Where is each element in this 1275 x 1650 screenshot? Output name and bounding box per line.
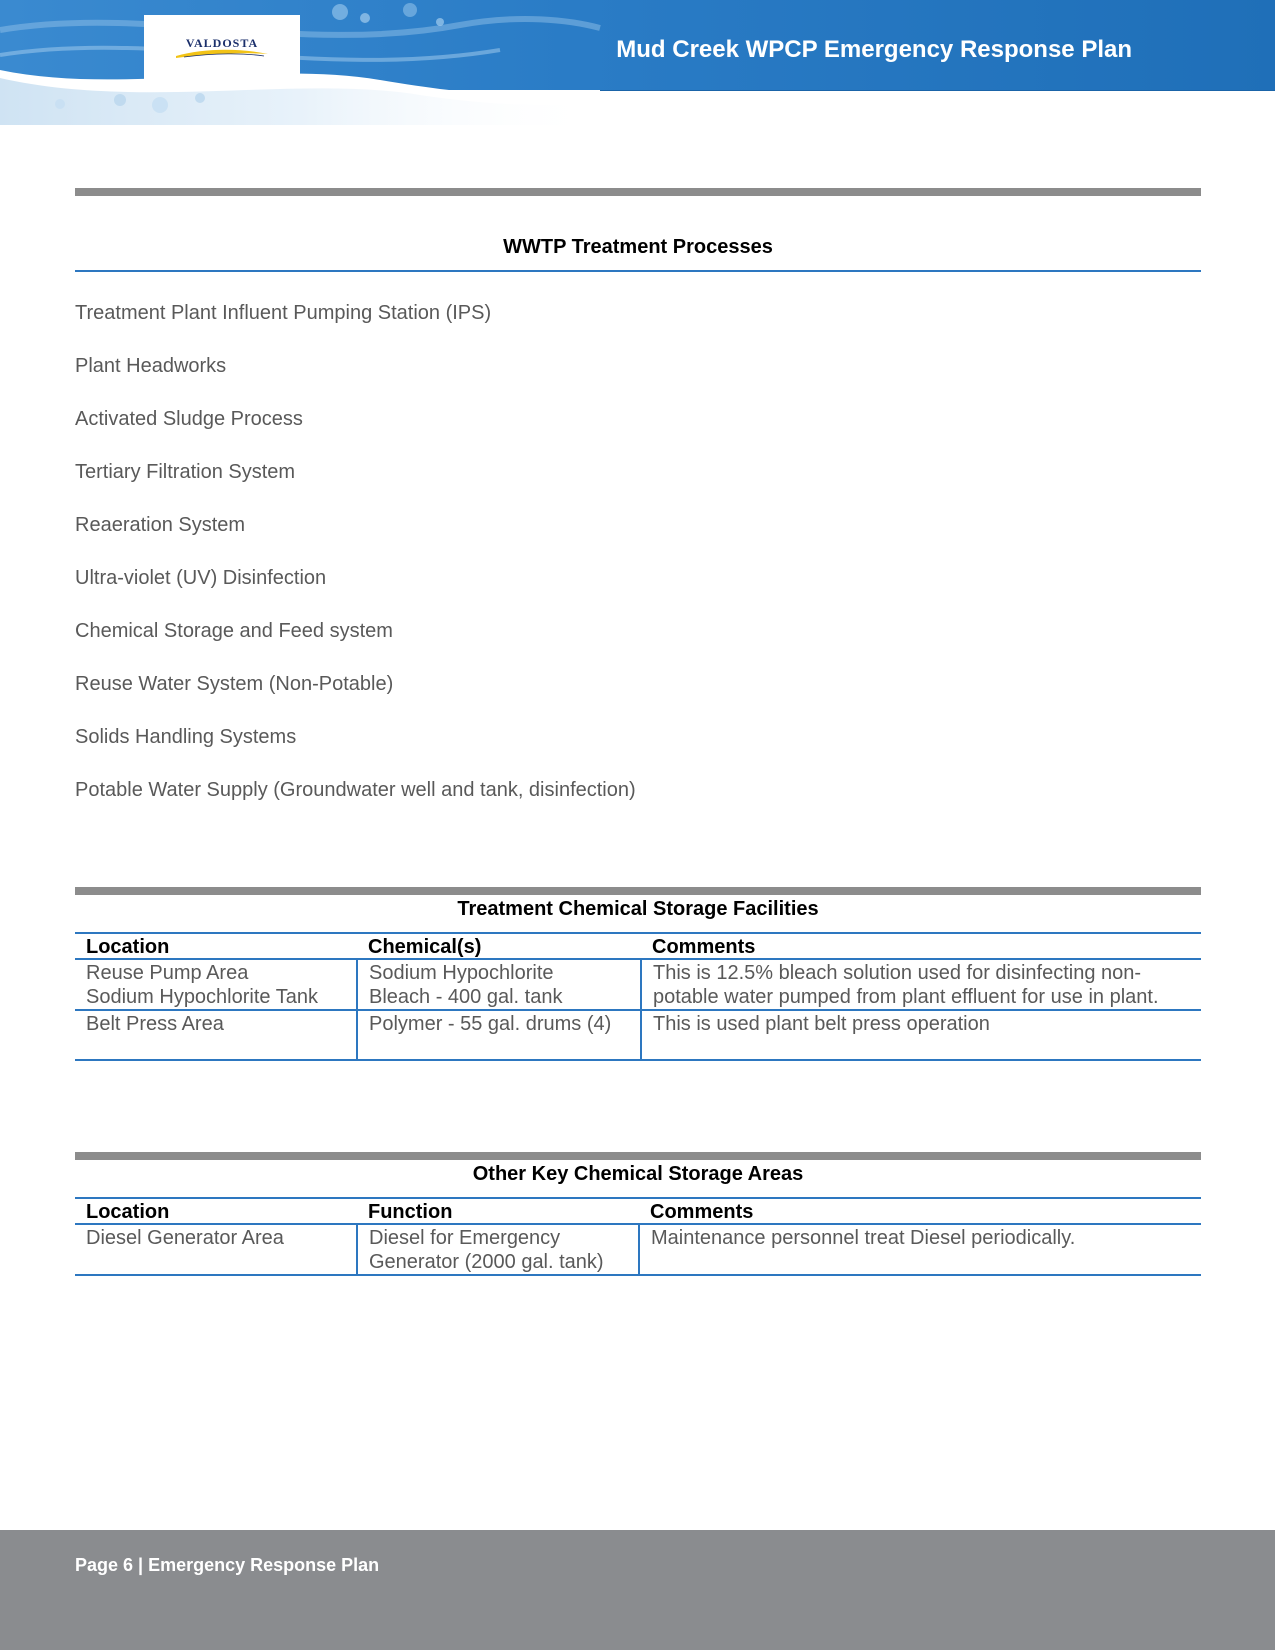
page-footer bbox=[0, 1530, 1275, 1650]
cell-line: Polymer - 55 gal. drums (4) bbox=[369, 1013, 612, 1035]
logo-wordmark: VALDOSTA bbox=[185, 36, 259, 50]
table-header-row bbox=[75, 1198, 1201, 1224]
title-underline bbox=[75, 270, 1201, 272]
list-item: Plant Headworks bbox=[75, 355, 227, 377]
list-item: Ultra-violet (UV) Disinfection bbox=[75, 567, 327, 589]
list-item: Reaeration System bbox=[75, 514, 246, 536]
list-item: Reuse Water System (Non-Potable) bbox=[75, 673, 394, 695]
cell-line: Bleach - 400 gal. tank bbox=[369, 986, 563, 1008]
valdosta-logo bbox=[144, 15, 300, 83]
section-divider bbox=[75, 1152, 1201, 1160]
cell-line: Belt Press Area bbox=[86, 1013, 224, 1035]
other-storage-table bbox=[75, 1197, 1201, 1276]
page-header bbox=[0, 0, 1275, 125]
list-item: Potable Water Supply (Groundwater well and tank, disinfection) bbox=[75, 779, 636, 801]
cell-line: Sodium Hypochlorite bbox=[369, 962, 554, 984]
other-storage-title: Other Key Chemical Storage Areas bbox=[472, 1163, 804, 1185]
column-header: Chemical(s) bbox=[357, 933, 641, 959]
column-header: Location bbox=[75, 933, 357, 959]
document-title: Mud Creek WPCP Emergency Response Plan bbox=[616, 36, 1132, 63]
page-number-label: Page 6 | Emergency Response Plan bbox=[75, 1555, 380, 1575]
table-cell bbox=[357, 959, 641, 1010]
cell-line: Reuse Pump Area bbox=[86, 962, 249, 984]
chem-storage-table bbox=[75, 932, 1201, 1061]
column-header: Location bbox=[75, 1198, 357, 1224]
list-item: Chemical Storage and Feed system bbox=[75, 620, 393, 642]
table-row bbox=[75, 1010, 1201, 1060]
table-cell bbox=[75, 959, 357, 1010]
column-header: Function bbox=[357, 1198, 639, 1224]
table-cell bbox=[75, 1224, 357, 1275]
list-item: Solids Handling Systems bbox=[75, 726, 297, 748]
cell-line: This is used plant belt press operation bbox=[653, 1013, 990, 1035]
table-cell bbox=[639, 1224, 1201, 1275]
section-divider bbox=[75, 887, 1201, 895]
table-row bbox=[75, 1224, 1201, 1275]
table-cell bbox=[641, 1010, 1201, 1060]
table-cell bbox=[357, 1224, 639, 1275]
cell-line: Diesel for Emergency bbox=[369, 1227, 561, 1249]
table-row bbox=[75, 959, 1201, 1010]
column-header: Comments bbox=[641, 933, 1201, 959]
section-divider bbox=[75, 188, 1201, 196]
processes-title: WWTP Treatment Processes bbox=[503, 236, 773, 258]
table-header-row bbox=[75, 933, 1201, 959]
list-item: Treatment Plant Influent Pumping Station (IPS) bbox=[75, 302, 492, 324]
process-list bbox=[75, 301, 636, 831]
logo-swoosh-icon bbox=[174, 48, 270, 60]
list-item: Tertiary Filtration System bbox=[75, 461, 296, 483]
column-header: Comments bbox=[639, 1198, 1201, 1224]
table-cell bbox=[357, 1010, 641, 1060]
chem-storage-title: Treatment Chemical Storage Facilities bbox=[457, 898, 819, 920]
cell-line: This is 12.5% bleach solution used for disinfecting non- bbox=[653, 962, 1142, 984]
table-cell bbox=[641, 959, 1201, 1010]
cell-line: Sodium Hypochlorite Tank bbox=[86, 986, 318, 1008]
list-item: Activated Sludge Process bbox=[75, 408, 303, 430]
cell-line: Diesel Generator Area bbox=[86, 1227, 284, 1249]
cell-line: Generator (2000 gal. tank) bbox=[369, 1251, 604, 1273]
cell-line: potable water pumped from plant effluent for use in plant. bbox=[653, 986, 1159, 1008]
table-cell bbox=[75, 1010, 357, 1060]
cell-line: Maintenance personnel treat Diesel periodically. bbox=[651, 1227, 1076, 1249]
